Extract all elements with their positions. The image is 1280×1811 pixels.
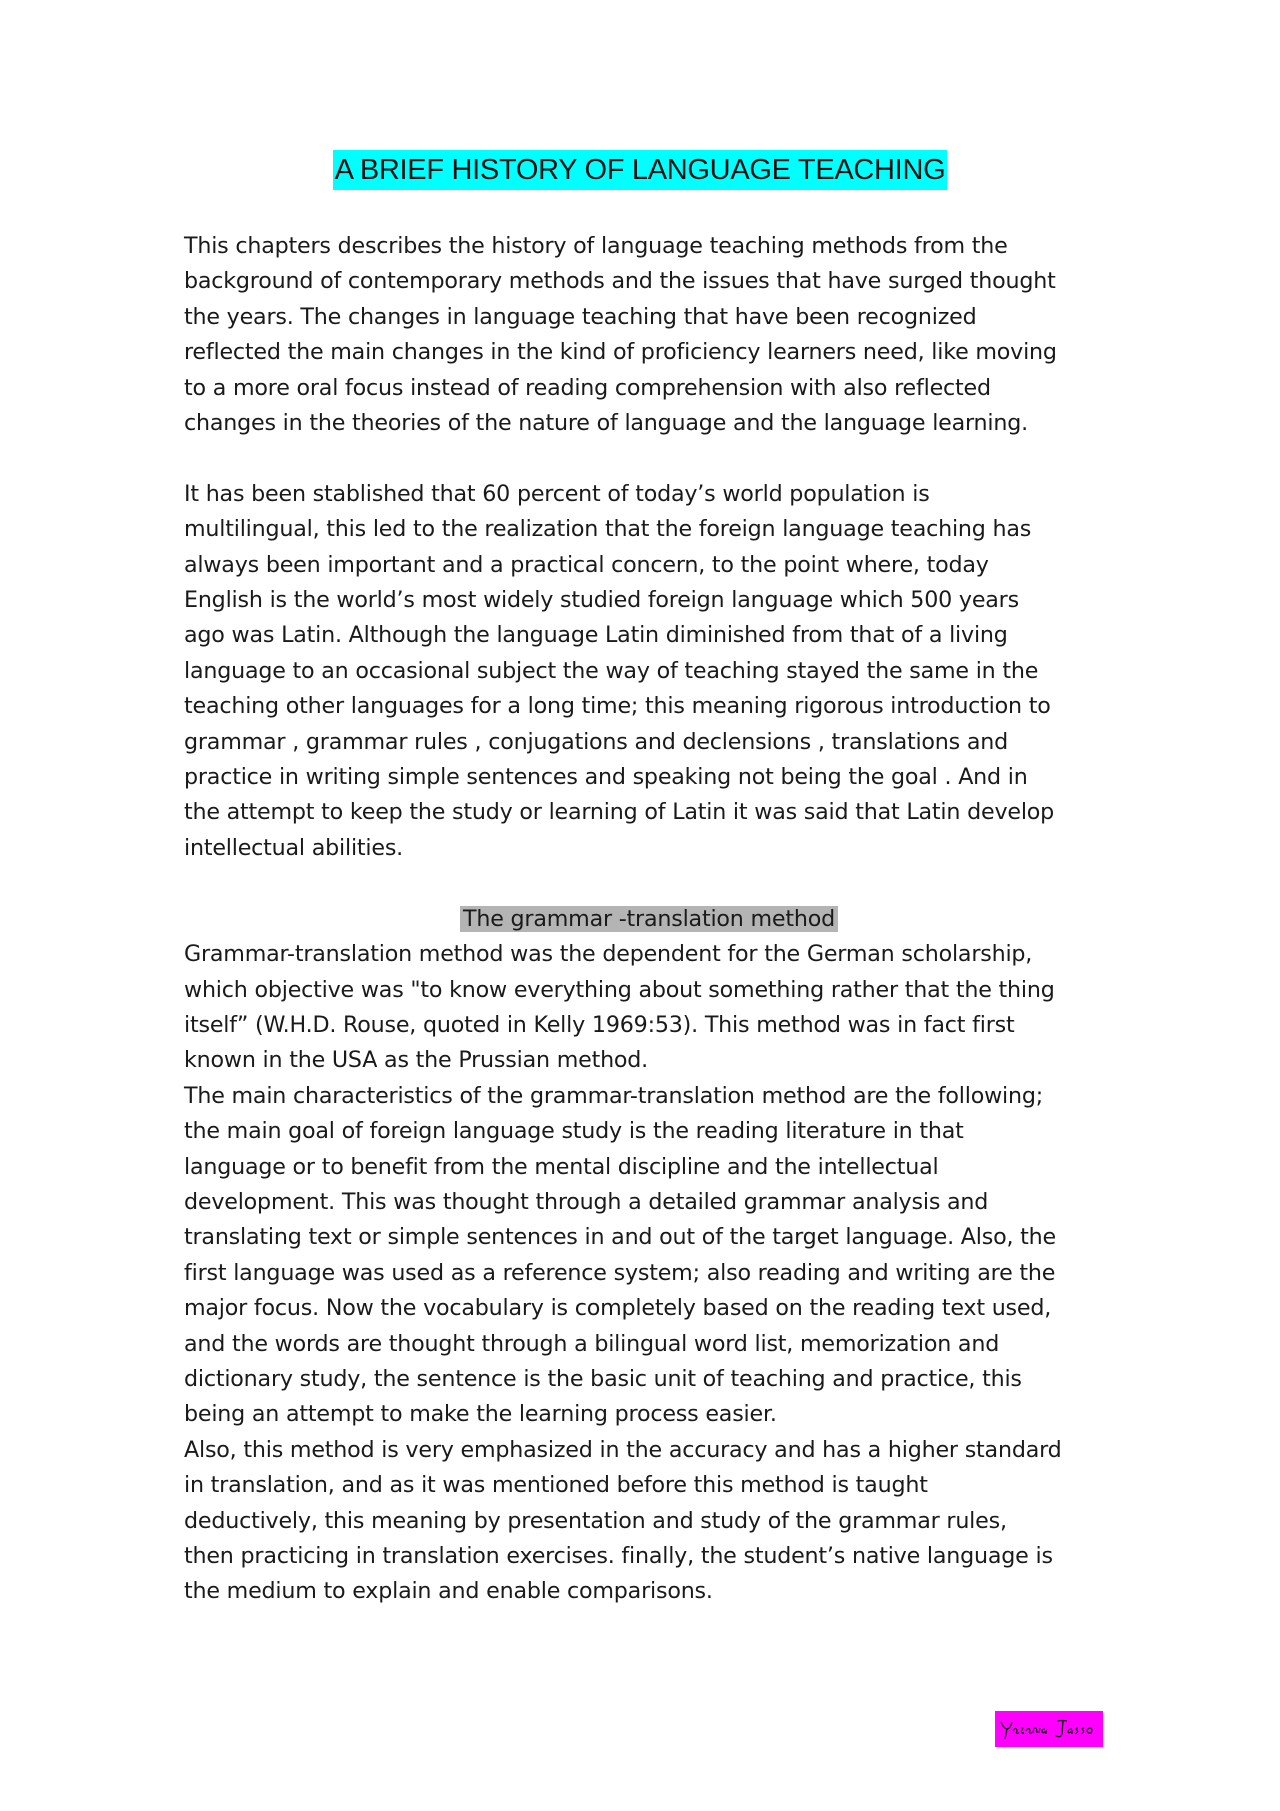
signature-handwriting	[997, 1714, 1101, 1744]
paragraph-spacer	[184, 441, 1114, 476]
paragraph-characteristics: The main characteristics of the grammar-translation method are the following; the main goal of foreign language study is the reading literature in that language or to benefit from the mental discipline and the intellectual development. This was thought through a detailed grammar analysis and translating text or simple sentences in and out of the target language. Also, the first language was used as a reference system; also reading and writing are the major focus. Now the vocabulary is completely based on the reading text used, and the words are thought through a bilingual word list, memorization and dictionary study, the sentence is the basic unit of teaching and practice, this being an attempt to make the learning process easier.	[184, 1082, 1056, 1428]
paragraph-grammar-translation: Grammar-translation method was the dependent for the German scholarship, which objective was "to know everything about something rather that the thing itself” (W.H.D. Rouse, quoted in Kelly 1969:53). This method was in fact first known in the USA as the Prussian method.	[184, 941, 1055, 1074]
section-heading	[184, 902, 1114, 937]
author-signature	[995, 1711, 1103, 1747]
paragraph-multilingual: It has been stablished that 60 percent of today’s world population is multilingual, this led to the realization that the foreign language teaching has always been important and a practical concern, to the point where, today English is the world’s most widely studied foreign language which 500 years ago was Latin. Although the language Latin diminished from that of a living language to an occasional subject the way of teaching stayed the same in the teaching other languages for a long time; this meaning rigorous introduction to grammar , grammar rules , conjugations and declensions , translations and practice in writing simple sentences and speaking not being the goal . And in the attempt to keep the study or learning of Latin it was said that Latin develop intellectual abilities.	[184, 480, 1055, 861]
paragraph-spacer	[184, 866, 1114, 901]
title-container	[0, 150, 1280, 190]
document-title: A BRIEF HISTORY OF LANGUAGE TEACHING	[333, 150, 948, 190]
paragraph-accuracy: Also, this method is very emphasized in the accuracy and has a higher standard in translation, and as it was mentioned before this method is taught deductively, this meaning by presentation and study of the grammar rules, then practicing in translation exercises. finally, the student’s native language is the medium to explain and enable comparisons.	[184, 1436, 1062, 1605]
section-heading-text: The grammar -translation method	[460, 906, 838, 932]
paragraph-intro: This chapters describes the history of language teaching methods from the background of contemporary methods and the issues that have surged thought the years. The changes in language teaching that have been recognized reflected the main changes in the kind of proficiency learners need, like moving to a more oral focus instead of reading comprehension with also reflected changes in the theories of the nature of language and the language learning.	[184, 233, 1057, 437]
document-body	[184, 229, 1114, 1610]
